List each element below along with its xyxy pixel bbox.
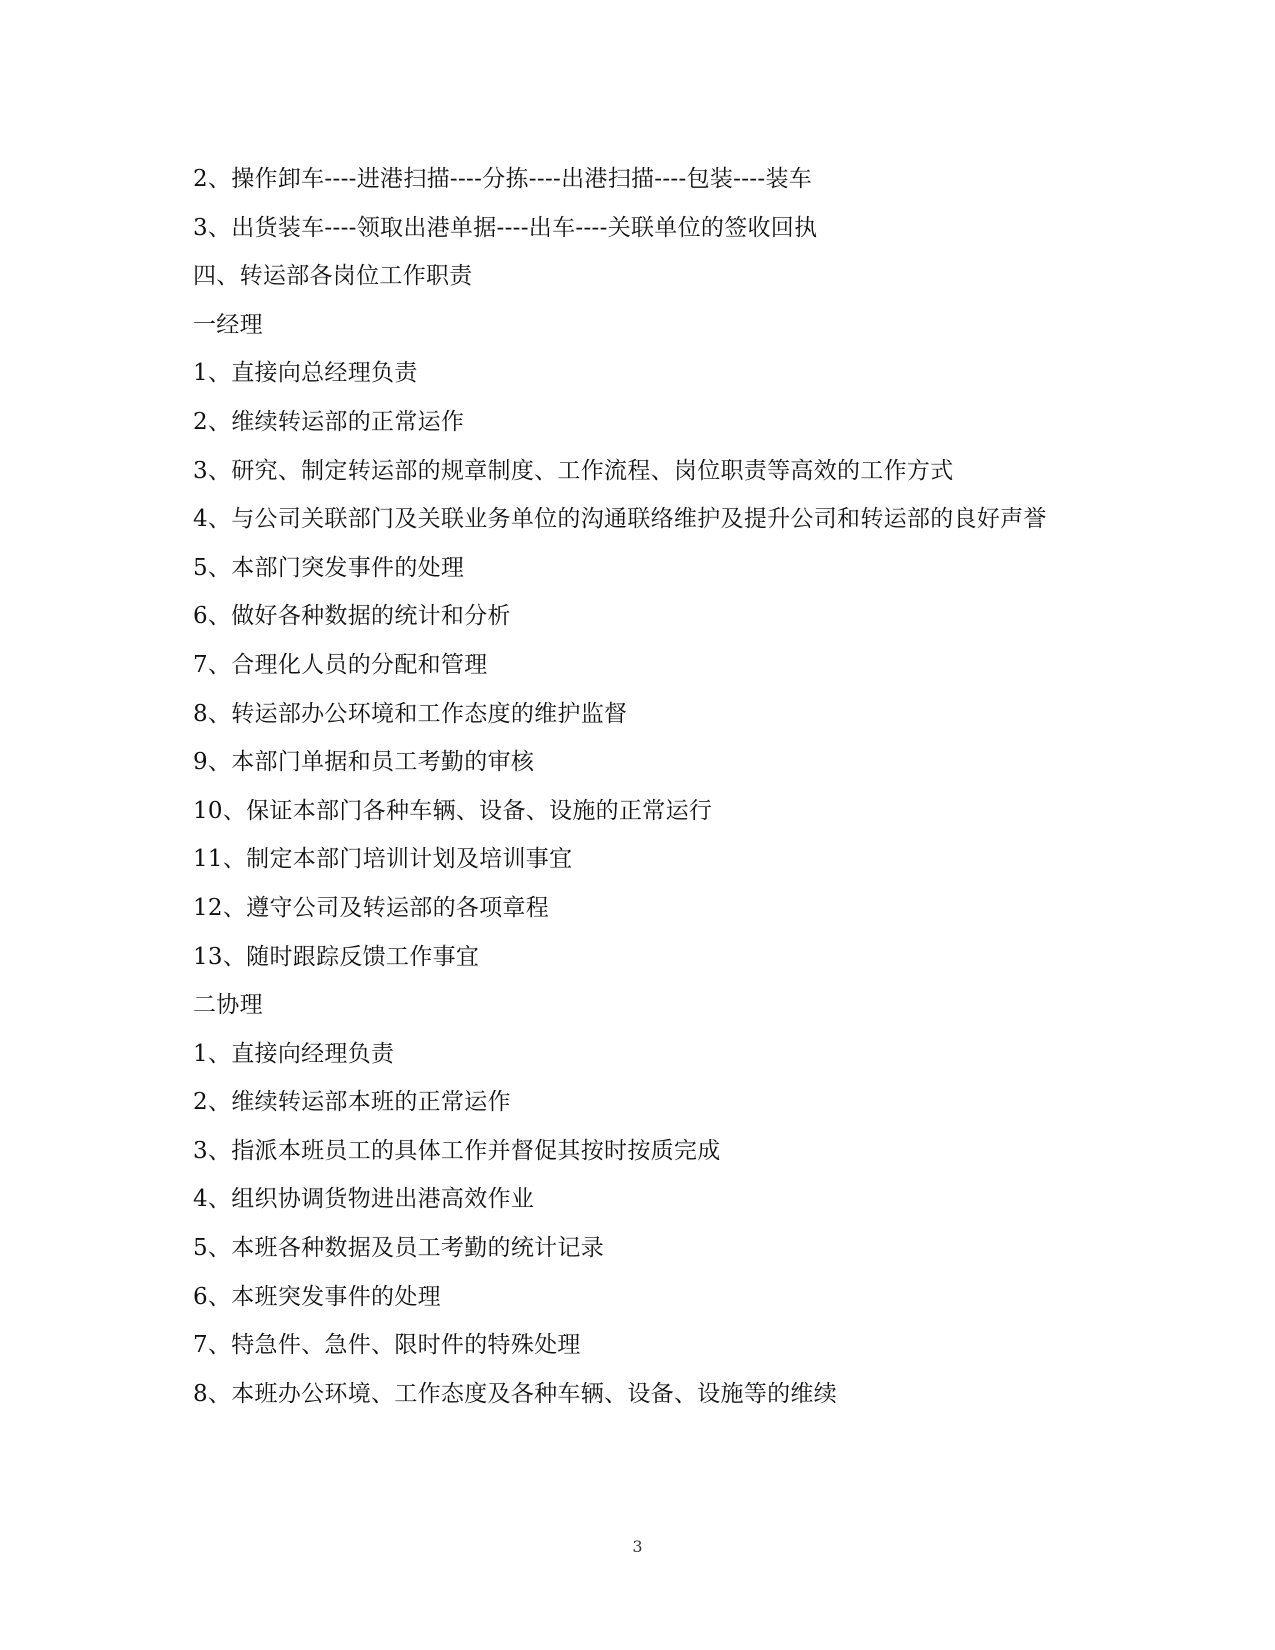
list-item: 8、本班办公环境、工作态度及各种车辆、设备、设施等的维续 xyxy=(193,1380,838,1407)
list-item: 4、与公司关联部门及关联业务单位的沟通联络维护及提升公司和转运部的良好声誉 xyxy=(193,506,1047,533)
list-item: 1、直接向总经理负责 xyxy=(193,360,418,387)
list-item: 5、本部门突发事件的处理 xyxy=(193,554,465,581)
list-item: 1、直接向经理负责 xyxy=(193,1040,395,1067)
text-line: 3、出货装车----领取出港单据----出车----关联单位的签收回执 xyxy=(193,214,818,241)
list-item: 12、遵守公司及转运部的各项章程 xyxy=(193,894,550,921)
list-item: 7、特急件、急件、限时件的特殊处理 xyxy=(193,1332,581,1359)
list-item: 7、合理化人员的分配和管理 xyxy=(193,651,488,678)
list-item: 2、维续转运部本班的正常运作 xyxy=(193,1089,511,1116)
list-item: 9、本部门单据和员工考勤的审核 xyxy=(193,749,535,776)
list-item: 4、组织协调货物进出港高效作业 xyxy=(193,1186,535,1213)
subsection-heading: 二协理 xyxy=(193,992,263,1019)
list-item: 13、随时跟踪反馈工作事宜 xyxy=(193,943,480,970)
list-item: 3、指派本班员工的具体工作并督促其按时按质完成 xyxy=(193,1137,721,1164)
page-number: 3 xyxy=(632,1537,643,1556)
list-item: 11、制定本部门培训计划及培训事宜 xyxy=(193,846,573,873)
list-item: 10、保证本部门各种车辆、设备、设施的正常运行 xyxy=(193,797,713,824)
list-item: 6、做好各种数据的统计和分析 xyxy=(193,603,511,630)
list-item: 3、研究、制定转运部的规章制度、工作流程、岗位职责等高效的工作方式 xyxy=(193,457,954,484)
section-heading: 四、转运部各岗位工作职责 xyxy=(193,263,473,290)
subsection-heading: 一经理 xyxy=(193,311,263,338)
document-body xyxy=(193,155,1083,1418)
text-line: 2、操作卸车----进港扫描----分拣----出港扫描----包装----装车 xyxy=(193,166,813,192)
list-item: 2、维续转运部的正常运作 xyxy=(193,408,465,435)
list-item: 6、本班突发事件的处理 xyxy=(193,1283,441,1310)
list-item: 5、本班各种数据及员工考勤的统计记录 xyxy=(193,1235,605,1262)
list-item: 8、转运部办公环境和工作态度的维护监督 xyxy=(193,700,628,727)
